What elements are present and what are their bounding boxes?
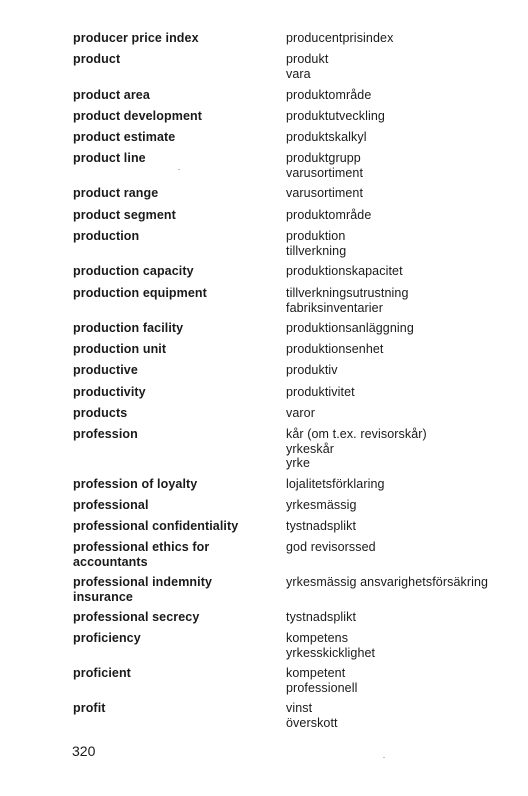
- swedish-translation-line: produktområde: [286, 208, 372, 222]
- scan-speck: [178, 169, 180, 170]
- swedish-translation-line: tillverkning: [286, 243, 347, 258]
- english-term-line: production capacity: [73, 264, 194, 278]
- swedish-translation-line: produktområde: [286, 88, 372, 102]
- english-term-line: production facility: [73, 321, 184, 335]
- english-term-line: product development: [73, 109, 202, 123]
- english-term: [73, 342, 273, 357]
- swedish-translation-line: producentprisindex: [286, 31, 394, 45]
- swedish-translation: [286, 264, 526, 279]
- swedish-translation-line: fabriksinventarier: [286, 300, 383, 315]
- english-term-line: proficient: [73, 666, 131, 680]
- page-number: 320: [72, 743, 96, 759]
- swedish-translation-line: produktgrupp: [286, 151, 361, 165]
- english-term: [73, 109, 273, 124]
- swedish-translation: [286, 229, 526, 258]
- swedish-translation-line: yrkeskår: [286, 441, 335, 456]
- swedish-translation-line: varusortiment: [286, 165, 364, 180]
- swedish-translation: [286, 208, 526, 223]
- english-term-line: product area: [73, 88, 150, 102]
- swedish-translation-line: yrkesmässig ansvarighetsförsäkring: [286, 575, 489, 589]
- english-term: [73, 31, 273, 46]
- swedish-translation-line: professionell: [286, 680, 358, 695]
- swedish-translation-line: produktion: [286, 229, 346, 243]
- english-term-line: professional secrecy: [73, 610, 200, 624]
- english-term: [73, 631, 273, 646]
- swedish-translation-line: produktionsanläggning: [286, 321, 414, 335]
- swedish-translation: [286, 540, 526, 555]
- english-term: [73, 427, 273, 442]
- swedish-translation: [286, 701, 526, 730]
- english-term: [73, 610, 273, 625]
- swedish-translation-line: produktutveckling: [286, 109, 385, 123]
- swedish-translation-line: produktiv: [286, 363, 338, 377]
- english-term-line: product: [73, 52, 121, 66]
- english-term-line: production: [73, 229, 140, 243]
- swedish-translation-line: produktionskapacitet: [286, 264, 403, 278]
- swedish-translation: [286, 52, 526, 81]
- english-term-line: product estimate: [73, 130, 176, 144]
- swedish-translation: [286, 610, 526, 625]
- swedish-translation-line: yrkesmässig: [286, 498, 357, 512]
- english-term: [73, 477, 273, 492]
- scan-speck: [383, 757, 385, 758]
- swedish-translation-line: yrke: [286, 456, 311, 470]
- swedish-translation: [286, 477, 526, 492]
- english-term: [73, 151, 273, 166]
- english-term: [73, 208, 273, 223]
- swedish-translation-line: vara: [286, 66, 311, 81]
- english-term-line: proficiency: [73, 631, 141, 645]
- swedish-translation-line: varusortiment: [286, 186, 364, 200]
- swedish-translation: [286, 151, 526, 180]
- english-term-line: accountants: [73, 554, 148, 569]
- english-term-line: profit: [73, 701, 106, 715]
- swedish-translation-line: vinst: [286, 701, 313, 715]
- swedish-translation-line: lojalitetsförklaring: [286, 477, 385, 491]
- swedish-translation-line: tillverkningsutrustning: [286, 286, 409, 300]
- swedish-translation: [286, 88, 526, 103]
- english-term-line: profession of loyalty: [73, 477, 198, 491]
- swedish-translation: [286, 575, 526, 590]
- swedish-translation: [286, 109, 526, 124]
- english-term-line: producer price index: [73, 31, 199, 45]
- english-term: [73, 363, 273, 378]
- english-term-line: production equipment: [73, 286, 207, 300]
- swedish-translation-line: kompetens: [286, 631, 349, 645]
- english-term: [73, 575, 273, 604]
- swedish-translation-line: kår (om t.ex. revisorskår): [286, 427, 427, 441]
- english-term: [73, 701, 273, 716]
- swedish-translation: [286, 186, 526, 201]
- swedish-translation: [286, 631, 526, 660]
- swedish-translation: [286, 427, 526, 471]
- english-term: [73, 406, 273, 421]
- english-term: [73, 519, 273, 534]
- english-term-line: professional indemnity: [73, 575, 213, 589]
- english-term-line: profession: [73, 427, 138, 441]
- swedish-translation-line: produktskalkyl: [286, 130, 367, 144]
- swedish-translation: [286, 286, 526, 315]
- swedish-translation-line: kompetent: [286, 666, 346, 680]
- swedish-translation-line: produktivitet: [286, 385, 355, 399]
- swedish-translation-line: överskott: [286, 715, 338, 730]
- english-term: [73, 321, 273, 336]
- swedish-translation: [286, 519, 526, 534]
- swedish-translation: [286, 385, 526, 400]
- english-term-line: product line: [73, 151, 146, 165]
- english-term-line: insurance: [73, 589, 133, 604]
- swedish-translation-line: produkt: [286, 52, 329, 66]
- english-term-line: productivity: [73, 385, 146, 399]
- swedish-translation-line: tystnadsplikt: [286, 610, 357, 624]
- english-term: [73, 540, 273, 569]
- swedish-translation-line: varor: [286, 406, 315, 420]
- english-term-line: products: [73, 406, 128, 420]
- english-term-line: production unit: [73, 342, 167, 356]
- english-term: [73, 385, 273, 400]
- swedish-translation: [286, 363, 526, 378]
- english-term: [73, 498, 273, 513]
- swedish-translation: [286, 498, 526, 513]
- swedish-translation: [286, 130, 526, 145]
- swedish-translation: [286, 31, 526, 46]
- swedish-translation-line: god revisorssed: [286, 540, 376, 554]
- english-term-line: professional confidentiality: [73, 519, 239, 533]
- swedish-translation-line: yrkesskicklighet: [286, 645, 376, 660]
- swedish-translation-line: tystnadsplikt: [286, 519, 357, 533]
- english-term-line: productive: [73, 363, 138, 377]
- english-term: [73, 264, 273, 279]
- english-term: [73, 286, 273, 301]
- english-term: [73, 52, 273, 67]
- swedish-translation-line: produktionsenhet: [286, 342, 384, 356]
- english-term-line: product range: [73, 186, 159, 200]
- english-term-line: product segment: [73, 208, 176, 222]
- swedish-translation: [286, 321, 526, 336]
- english-term: [73, 88, 273, 103]
- english-term: [73, 186, 273, 201]
- english-term-line: professional: [73, 498, 149, 512]
- swedish-translation: [286, 666, 526, 695]
- english-term: [73, 130, 273, 145]
- english-term: [73, 666, 273, 681]
- swedish-translation: [286, 342, 526, 357]
- english-term-line: professional ethics for: [73, 540, 210, 554]
- swedish-translation: [286, 406, 526, 421]
- english-term: [73, 229, 273, 244]
